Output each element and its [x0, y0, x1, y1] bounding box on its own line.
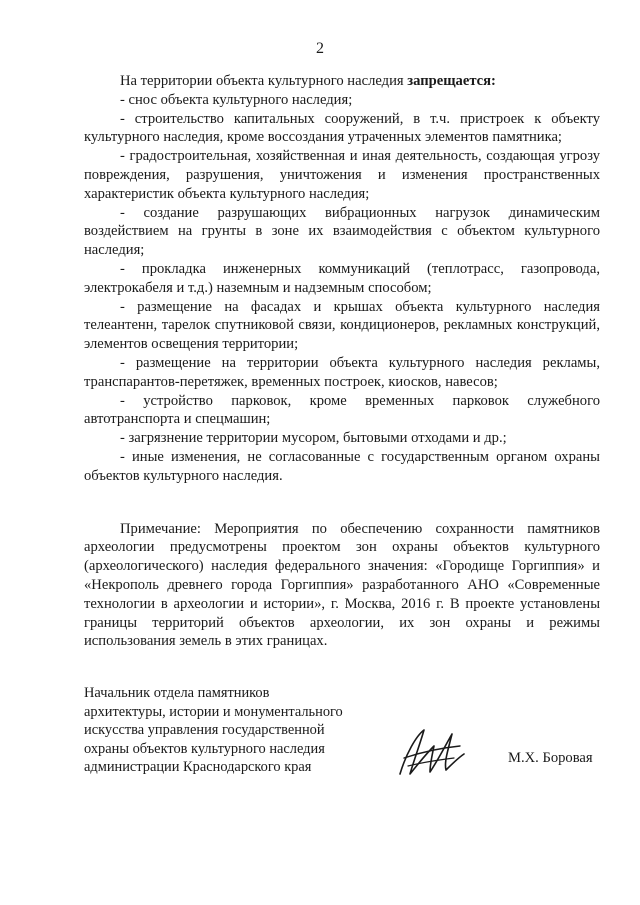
list-item-pollution: - загрязнение территории мусором, бытовыми отходами и др.;: [120, 430, 507, 447]
note-line-7: использования земель в этих границах.: [84, 633, 328, 650]
list-item-advertising-line1: - размещение на территории объекта культурного наследия рекламы,: [120, 354, 600, 371]
prohibited-intro-bold: запрещается:: [407, 73, 496, 89]
note-line-5: технологии в археологии и истории», г. Москва, 2016 г. В проекте установлены: [84, 595, 600, 612]
list-item-advertising-line2: транспарантов-перетяжек, временных построек, киосков, навесов;: [84, 373, 498, 390]
list-item-utilities-line2: электрокабеля и т.д.) наземным и надземным способом;: [84, 279, 432, 296]
signatory-title-line-1: Начальник отдела памятников: [84, 685, 270, 701]
list-item-parking-line2: автотранспорта и спецмашин;: [84, 411, 271, 428]
list-item-facades-line2: телеантенн, тарелок спутниковой связи, кондиционеров, рекламных конструкций,: [84, 317, 600, 334]
signer-name: М.Х. Боровая: [508, 750, 593, 766]
note-line-6: границы территорий объектов археологии, их зон охраны и режимы: [84, 614, 600, 631]
signatory-title-line-5: администрации Краснодарского края: [84, 759, 312, 775]
note-line-1: Примечание: Мероприятия по обеспечению сохранности памятников: [120, 520, 600, 537]
list-item-construction-line1: - строительство капитальных сооружений, в т.ч. пристроек к объекту: [120, 110, 600, 127]
list-item-parking-line1: - устройство парковок, кроме временных парковок служебного: [120, 392, 600, 409]
signatory-title-line-2: архитектуры, истории и монументального: [84, 703, 343, 720]
prohibited-intro: [84, 72, 600, 91]
handwritten-signature: [394, 724, 470, 782]
list-item-activity-line3: характеристик объекта культурного наследия;: [84, 185, 370, 202]
list-item-facades-line3: элементов освещения территории;: [84, 336, 299, 353]
list-item-vibration-line1: - создание разрушающих вибрационных нагрузок динамическим: [120, 204, 600, 221]
document-body: [84, 72, 600, 651]
list-item-activity-line2: повреждения, разрушения, уничтожения и изменения пространственных: [84, 166, 600, 183]
list-item-vibration-line3: наследия;: [84, 242, 145, 259]
list-item-vibration-line2: воздействием на грунты в зоне их взаимодействия с объектом культурного: [84, 223, 600, 240]
list-item-other-changes-line1: - иные изменения, не согласованные с государственным органом охраны: [120, 448, 600, 465]
list-item-facades-line1: - размещение на фасадах и крышах объекта культурного наследия: [120, 298, 600, 315]
note-line-3: (археологического) наследия федерального значения: «Городище Горгиппия» и: [84, 558, 600, 575]
signatory-title-line-4: охраны объектов культурного наследия: [84, 740, 325, 757]
page-number: 2: [316, 40, 324, 57]
list-item-activity-line1: - градостроительная, хозяйственная и иная деятельность, создающая угрозу: [120, 148, 600, 165]
list-item-demolition: - снос объекта культурного наследия;: [120, 91, 353, 108]
list-item-utilities-line1: - прокладка инженерных коммуникаций (теплотрасс, газопровода,: [120, 260, 600, 277]
signatory-title-line-3: искусства управления государственной: [84, 722, 325, 738]
list-item-construction-line2: культурного наследия, кроме воссоздания утраченных элементов памятника;: [84, 129, 562, 146]
note-line-4: «Некрополь древнего города Горгиппия» разработанного АНО «Современные: [84, 576, 600, 593]
note-line-2: археологии предусмотрены проектом зон охраны объектов культурного: [84, 539, 600, 556]
prohibited-intro-text: На территории объекта культурного наследия: [120, 73, 408, 89]
list-item-other-changes-line2: объектов культурного наследия.: [84, 467, 283, 484]
signatory-title: [84, 684, 344, 777]
